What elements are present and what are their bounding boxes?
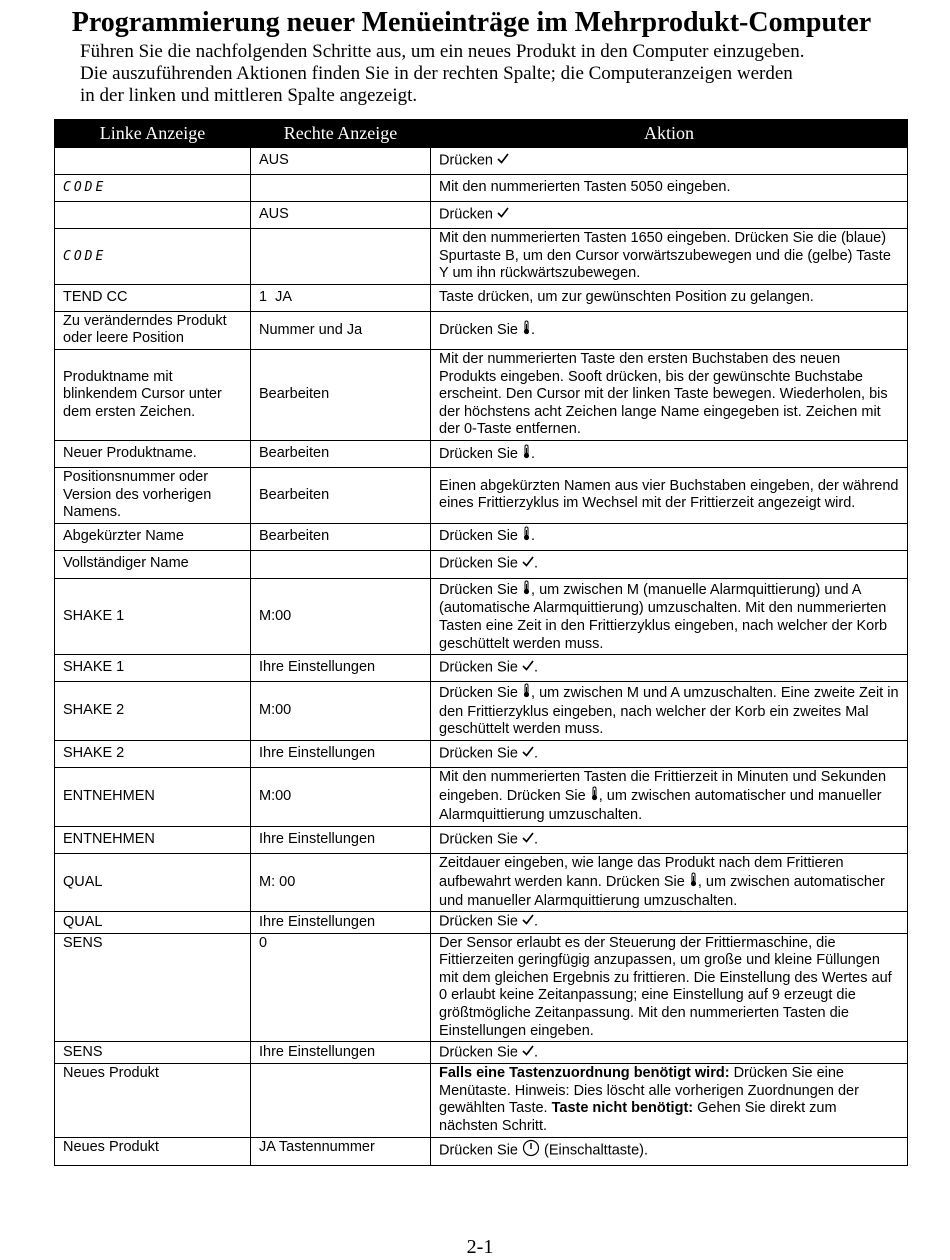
thermometer-icon (522, 580, 531, 601)
table-row (55, 740, 908, 767)
cell-rechte-anzeige: AUS (251, 148, 431, 175)
cell-aktion (431, 826, 908, 853)
cell-rechte-anzeige (251, 229, 431, 285)
cell-linke-anzeige (55, 682, 251, 741)
bold-text: Taste nicht benötigt: (551, 1100, 694, 1117)
cell-rechte-anzeige: M:00 (251, 578, 431, 654)
action-text: Drücken Sie (439, 831, 523, 848)
cell-linke-anzeige (55, 1137, 251, 1165)
table-row (55, 175, 908, 202)
cell-linke-anzeige (55, 550, 251, 578)
check-icon (522, 555, 534, 573)
cell-aktion (431, 933, 908, 1042)
cell-rechte-anzeige: Bearbeiten (251, 523, 431, 550)
action-text: Drücken Sie (439, 1142, 523, 1159)
cell-linke-anzeige (55, 933, 251, 1042)
intro-line: Führen Sie die nachfolgenden Schritte aus, um ein neues Produkt in den Computer einzugeben. (80, 41, 805, 62)
cell-linke-anzeige (55, 229, 251, 285)
action-text: Drücken Sie eine Menütaste. Hinweis: Dies löscht alle vorherigen Zuordnungen der gewählten Taste. (439, 1065, 863, 1117)
action-text: . (534, 914, 539, 931)
cell-rechte-anzeige: Bearbeiten (251, 349, 431, 440)
cell-linke-anzeige (55, 655, 251, 682)
page-title: Programmierung neuer Menüeinträge im Mehrprodukt-Computer (71, 7, 872, 38)
cell-aktion (431, 912, 908, 933)
cell-rechte-anzeige: 0 (251, 933, 431, 1042)
table-row (55, 311, 908, 349)
cell-rechte-anzeige: M:00 (251, 767, 431, 826)
cell-rechte-anzeige: Ihre Einstellungen (251, 912, 431, 933)
action-text: . (534, 555, 539, 572)
cell-text: SENS (63, 934, 103, 951)
cell-aktion (431, 148, 908, 175)
check-icon (497, 152, 509, 170)
cell-rechte-anzeige (251, 550, 431, 578)
action-text: Einen abgekürzten Namen aus vier Buchstaben eingeben, der während eines Frittierzyklus im Wechsel mit der Frittierzeit angezeigt wird. (439, 477, 903, 512)
cell-text: Neues Produkt (63, 1065, 159, 1082)
cell-aktion (431, 740, 908, 767)
cell-aktion (431, 1137, 908, 1165)
action-text: Drücken (439, 152, 498, 169)
action-text: (Einschalttaste). (540, 1142, 649, 1159)
action-text: Der Sensor erlaubt es der Steuerung der Frittiermaschine, die Fittierzeiten geringfügig anzupassen, um große und kleine Füllungen mit dem gleichen Ergebnis zu frittieren. Die Einstellung des Wertes auf 0 erlaubt keine Zeitanpassung; eine Einstellung auf 9 erzeugt die größtmögliche Zeitanpassung. Mit den nummerierten Tasten die Einstellungen eingeben. (439, 934, 896, 1039)
cell-rechte-anzeige: AUS (251, 202, 431, 229)
cell-rechte-anzeige: Ihre Einstellungen (251, 740, 431, 767)
cell-aktion (431, 440, 908, 467)
cell-rechte-anzeige: Ihre Einstellungen (251, 655, 431, 682)
cell-text: Abgekürzter Name (63, 527, 184, 544)
cell-linke-anzeige (55, 740, 251, 767)
table-row (55, 682, 908, 741)
intro-line: in der linken und mittleren Spalte angezeigt. (80, 85, 418, 106)
action-text: Drücken Sie (439, 555, 523, 572)
action-text: . (534, 745, 539, 762)
table-row (55, 767, 908, 826)
thermometer-icon (522, 683, 531, 704)
action-text: . (531, 528, 536, 545)
action-text: Drücken Sie (439, 914, 523, 931)
action-text: . (531, 445, 536, 462)
table-row (55, 1137, 908, 1165)
cell-linke-anzeige (55, 440, 251, 467)
action-text: Drücken Sie (439, 685, 523, 702)
cell-rechte-anzeige (251, 1064, 431, 1137)
table-row (55, 853, 908, 912)
cell-aktion (431, 767, 908, 826)
cell-aktion (431, 1064, 908, 1137)
cell-aktion (431, 202, 908, 229)
cell-aktion (431, 284, 908, 311)
table-row (55, 148, 908, 175)
intro-text (80, 41, 900, 107)
cell-text: Neues Produkt (63, 1138, 159, 1155)
cell-linke-anzeige (55, 1042, 251, 1064)
action-text: Mit den nummerierten Tasten 1650 eingeben. Drücken Sie die (blaue) Spurtaste B, um den Cursor vorwärtszubewegen und die (gelbe) Taste Y um ihn rückwärtszubewegen. (439, 230, 895, 282)
table-row (55, 440, 908, 467)
action-text: , um zwischen automatischer und manueller Alarmquittierung umzuschalten. (439, 874, 889, 909)
cell-rechte-anzeige: Ihre Einstellungen (251, 826, 431, 853)
action-text: Drücken Sie (439, 659, 523, 676)
action-text: , um zwischen M (manuelle Alarmquittierung) und A (automatische Alarmquittierung) umzuschalten. Mit den nummerierten Tasten eine Zeit in den Frittierzyklus eingeben, nach welcher der Korb geschüttelt werden muss. (439, 581, 892, 652)
action-text: , um zwischen automatischer und manueller Alarmquittierung umzuschalten. (439, 788, 885, 824)
header-linke-anzeige: Linke Anzeige (55, 120, 251, 148)
cell-rechte-anzeige: Bearbeiten (251, 440, 431, 467)
cell-text: Produktname mit blinkendem Cursor unter dem ersten Zeichen. (63, 368, 222, 420)
check-icon (522, 913, 534, 931)
cell-text: Positionsnummer oder Version des vorherigen Namens. (63, 468, 212, 521)
cell-aktion (431, 523, 908, 550)
cell-text: SENS (63, 1043, 103, 1060)
cell-aktion (431, 1042, 908, 1064)
cell-aktion (431, 175, 908, 202)
check-icon (522, 659, 534, 677)
cell-linke-anzeige (55, 311, 251, 349)
cell-linke-anzeige (55, 284, 251, 311)
lcd-display-text: CODE (63, 248, 107, 264)
table-row (55, 202, 908, 229)
cell-linke-anzeige (55, 853, 251, 912)
cell-text: QUAL (63, 913, 103, 930)
cell-aktion (431, 550, 908, 578)
action-text: Mit den nummerierten Tasten 5050 eingeben. (439, 179, 731, 196)
cell-linke-anzeige (55, 1064, 251, 1137)
header-aktion: Aktion (431, 120, 908, 148)
cell-text: QUAL (63, 873, 103, 890)
check-icon (497, 206, 509, 224)
cell-linke-anzeige (55, 148, 251, 175)
cell-rechte-anzeige: M:00 (251, 682, 431, 741)
programming-steps-table (54, 119, 908, 1166)
cell-text: SHAKE 1 (63, 607, 125, 624)
table-row (55, 578, 908, 654)
cell-linke-anzeige (55, 912, 251, 933)
cell-text: ENTNEHMEN (63, 787, 155, 804)
action-text: Mit der nummerierten Taste den ersten Buchstaben des neuen Produkts eingeben. Sooft drücken, bis der gewünschte Buchstabe erscheint. Den Cursor mit der linken Taste bewegen. Wiederholen, bis der höchstens acht Zeichen lange Name eingegeben ist. Zeichen mit der 0-Taste entfernen. (439, 350, 892, 438)
action-text: . (534, 1044, 539, 1061)
table-row (55, 284, 908, 311)
cell-text: TEND CC (63, 288, 128, 305)
table-row (55, 523, 908, 550)
action-text: Drücken Sie (439, 581, 523, 598)
action-text: Drücken Sie (439, 528, 523, 545)
cell-aktion (431, 682, 908, 741)
action-text: . (534, 659, 539, 676)
cell-linke-anzeige (55, 767, 251, 826)
table-row (55, 349, 908, 440)
table-row (55, 933, 908, 1042)
cell-rechte-anzeige (251, 175, 431, 202)
cell-linke-anzeige (55, 826, 251, 853)
lcd-display-text: CODE (63, 180, 107, 196)
cell-rechte-anzeige: M: 00 (251, 853, 431, 912)
action-text: Drücken (439, 206, 498, 223)
action-text: Drücken Sie (439, 322, 523, 339)
table-row (55, 550, 908, 578)
action-text: Drücken Sie (439, 745, 523, 762)
bold-text: Falls eine Tastenzuordnung benötigt wird: (439, 1065, 730, 1082)
action-text: . (534, 831, 539, 848)
cell-aktion (431, 655, 908, 682)
power-icon (522, 1139, 540, 1163)
cell-linke-anzeige (55, 202, 251, 229)
thermometer-icon (590, 786, 599, 807)
cell-rechte-anzeige: Bearbeiten (251, 467, 431, 523)
cell-rechte-anzeige: 1 JA (251, 284, 431, 311)
cell-text: SHAKE 2 (63, 702, 125, 719)
cell-text: Neuer Produktname. (63, 445, 197, 462)
table-row (55, 467, 908, 523)
check-icon (522, 831, 534, 849)
table-row (55, 655, 908, 682)
header-rechte-anzeige: Rechte Anzeige (251, 120, 431, 148)
check-icon (522, 745, 534, 763)
cell-aktion (431, 311, 908, 349)
thermometer-icon (689, 872, 698, 893)
cell-aktion (431, 349, 908, 440)
table-row (55, 229, 908, 285)
cell-text: Zu veränderndes Produkt oder leere Position (63, 312, 227, 347)
cell-linke-anzeige (55, 467, 251, 523)
cell-text: ENTNEHMEN (63, 830, 155, 847)
cell-aktion (431, 229, 908, 285)
cell-rechte-anzeige: Nummer und Ja (251, 311, 431, 349)
cell-linke-anzeige (55, 578, 251, 654)
action-text: Drücken Sie (439, 445, 523, 462)
cell-text: Vollständiger Name (63, 555, 189, 572)
table-row (55, 1064, 908, 1137)
action-text: Taste drücken, um zur gewünschten Position zu gelangen. (439, 288, 814, 305)
check-icon (522, 1044, 534, 1062)
cell-aktion (431, 467, 908, 523)
cell-rechte-anzeige: Ihre Einstellungen (251, 1042, 431, 1064)
page-number: 2-1 (466, 1236, 494, 1258)
intro-line: Die auszuführenden Aktionen finden Sie in der rechten Spalte; die Computeranzeigen werden (80, 63, 793, 84)
thermometer-icon (522, 444, 531, 465)
table-header-row (55, 120, 908, 148)
cell-linke-anzeige (55, 523, 251, 550)
cell-linke-anzeige (55, 349, 251, 440)
table-row (55, 826, 908, 853)
cell-text: SHAKE 1 (63, 659, 125, 676)
action-text: , um zwischen M und A umzuschalten. Eine zweite Zeit in den Frittierzyklus eingeben, nach welcher der Korb ein zweites Mal geschüttelt werden muss. (439, 685, 903, 738)
cell-rechte-anzeige: JA Tastennummer (251, 1137, 431, 1165)
action-text: Drücken Sie (439, 1044, 523, 1061)
cell-linke-anzeige (55, 175, 251, 202)
cell-aktion (431, 853, 908, 912)
cell-aktion (431, 578, 908, 654)
action-text: Gehen Sie direkt zum nächsten Schritt. (439, 1100, 841, 1134)
table-row (55, 1042, 908, 1064)
action-text: . (531, 322, 536, 339)
thermometer-icon (522, 526, 531, 547)
action-text: Zeitdauer eingeben, wie lange das Produkt nach dem Frittieren aufbewahrt werden kann. Drücken Sie (439, 854, 848, 891)
table-row (55, 912, 908, 933)
table-body (55, 148, 908, 1166)
cell-text: SHAKE 2 (63, 745, 125, 762)
thermometer-icon (522, 320, 531, 341)
action-text: Mit den nummerierten Tasten die Frittierzeit in Minuten und Sekunden eingeben. Drücken Sie (439, 768, 891, 805)
